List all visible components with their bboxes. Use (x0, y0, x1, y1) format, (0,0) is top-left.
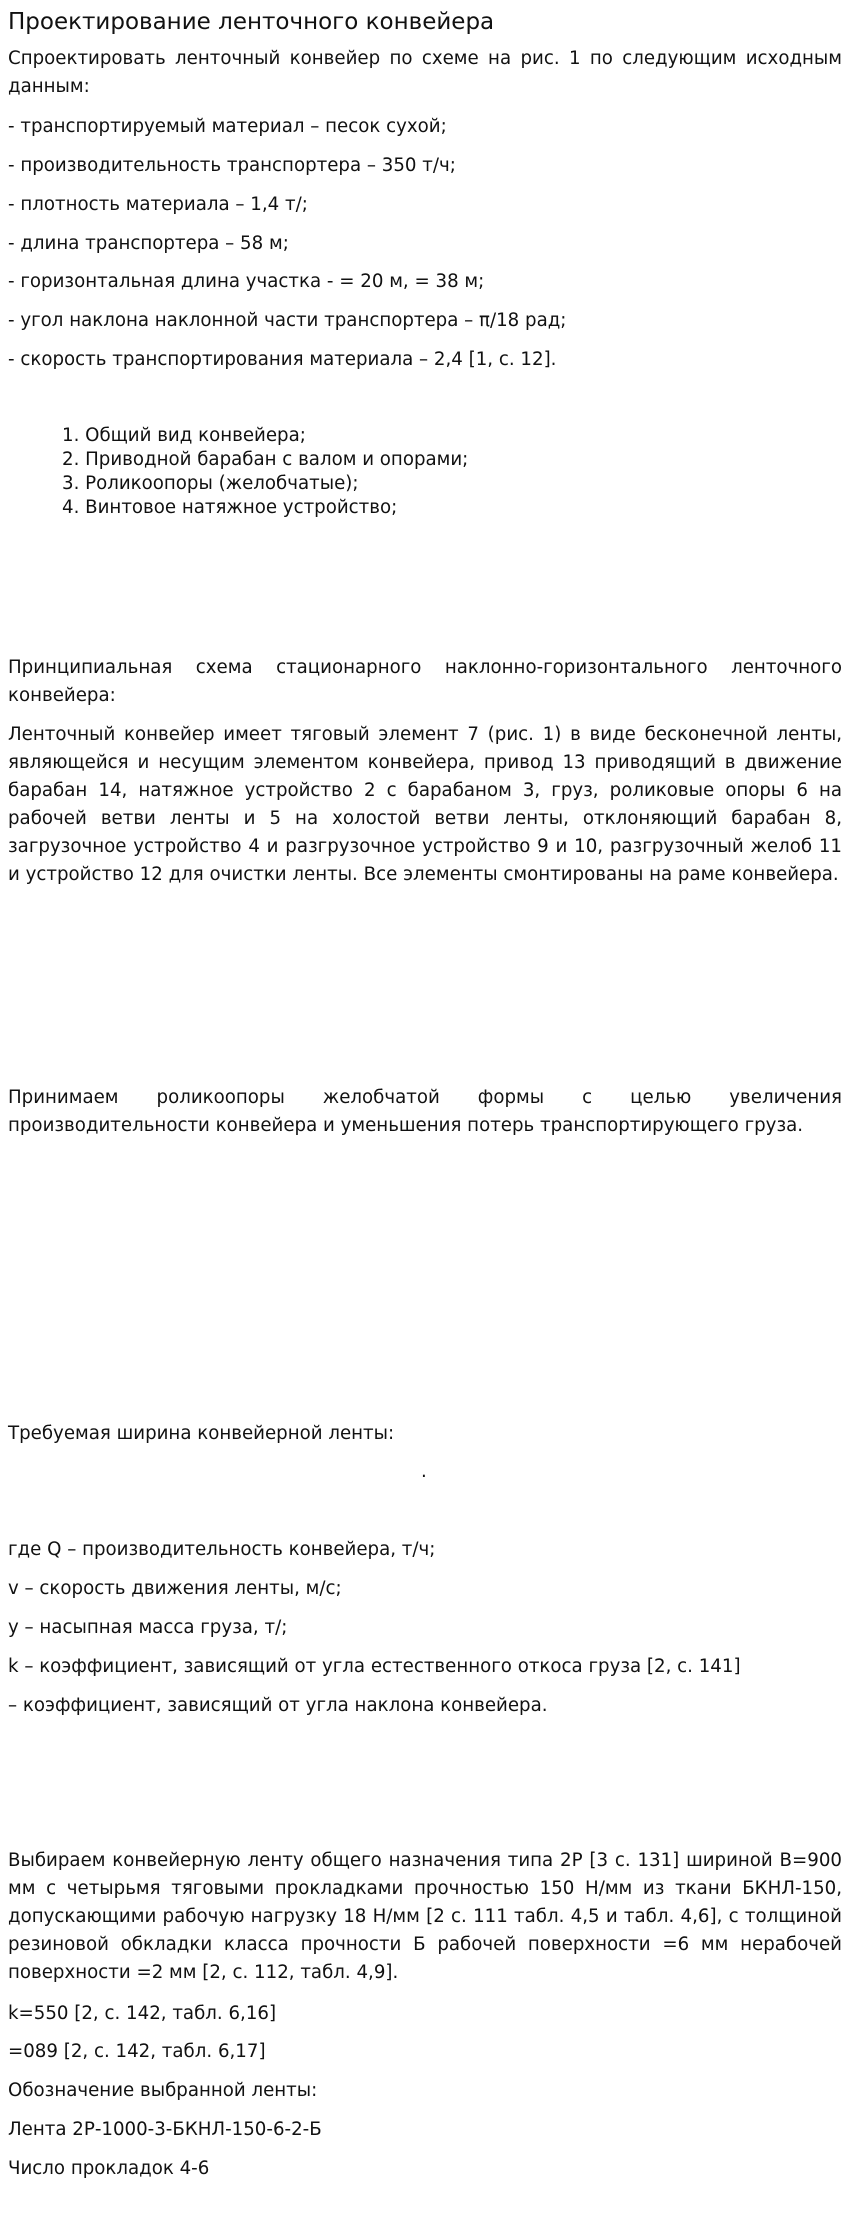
drawing-list-item: 2. Приводной барабан с валом и опорами; (62, 449, 469, 470)
where-incline-coefficient: – коэффициент, зависящий от угла наклона конвейера. (8, 1695, 548, 1716)
param-speed: - скорость транспортирования материала – 2,4 [1, с. 12]. (8, 349, 557, 370)
drawing-list-item: 1. Общий вид конвейера; (62, 425, 306, 446)
belt-width-heading: Требуемая ширина конвейерной ленты: (8, 1423, 395, 1444)
drawing-list-item: 4. Винтовое натяжное устройство; (62, 497, 398, 518)
intro-paragraph: Спроектировать ленточный конвейер по схеме на рис. 1 по следующим исходным данным: (8, 48, 842, 97)
param-density: - плотность материала – 1,4 т/; (8, 194, 308, 215)
belt-designation: Лента 2Р-1000-3-БКНЛ-150-6-2-Б (8, 2119, 322, 2140)
scheme-heading: Принципиальная схема стационарного наклонно-горизонтального ленточного конвейера: (8, 657, 842, 706)
rollers-paragraph: Принимаем роликоопоры желобчатой формы с целью увеличения производительности конвейера и уменьшения потерь транспортирующего груза. (8, 1087, 842, 1136)
belt-choice-paragraph: Выбираем конвейерную ленту общего назначения типа 2Р [3 с. 131] шириной В=900 мм с четырьмя тяговыми прокладками прочностью 150 Н/мм из ткани БКНЛ-150, допускающими рабочую нагрузку 18 Н/мм [2 с. 111 табл. 4,5 и табл. 4,6], с толщиной резиновой обкладки класса прочности Б рабочей поверхности =6 мм нерабочей поверхности =2 мм [2, с. 112, табл. 4,9]. (8, 1850, 842, 1983)
param-horizontal-length: - горизонтальная длина участка - = 20 м, = 38 м; (8, 271, 485, 292)
param-material: - транспортируемый материал – песок сухой; (8, 116, 447, 137)
where-capacity: где Q – производительность конвейера, т/ч; (8, 1539, 436, 1560)
page-title: Проектирование ленточного конвейера (8, 9, 495, 35)
where-speed: v – скорость движения ленты, м/с; (8, 1578, 342, 1599)
param-length: - длина транспортера – 58 м; (8, 233, 289, 254)
drawing-list-item: 3. Роликоопоры (желобчатые); (62, 473, 359, 494)
formula-placeholder: . (421, 1461, 427, 1482)
scheme-description: Ленточный конвейер имеет тяговый элемент 7 (рис. 1) в виде бесконечной ленты, являющейся и несущим элементом конвейера, привод 13 приводящий в движение барабан 14, натяжное устройство 2 с барабаном 3, груз, роликовые опоры 6 на рабочей ветви ленты и 5 на холостой ветви ленты, отклоняющий барабан 8, загрузочное устройство 4 и разгрузочное устройство 9 и 10, разгрузочный желоб 11 и устройство 12 для очистки ленты. Все элементы смонтированы на раме конвейера. (8, 724, 842, 885)
param-capacity: - производительность транспортера – 350 т/ч; (8, 155, 456, 176)
where-k-coefficient: k – коэффициент, зависящий от угла естественного откоса груза [2, с. 141] (8, 1656, 741, 1677)
param-incline-angle: - угол наклона наклонной части транспортера – π/18 рад; (8, 310, 567, 331)
k-value: k=550 [2, с. 142, табл. 6,16] (8, 2003, 277, 2024)
k2-value: =089 [2, с. 142, табл. 6,17] (8, 2041, 266, 2062)
designation-heading: Обозначение выбранной ленты: (8, 2080, 318, 2101)
ply-count: Число прокладок 4-6 (8, 2158, 210, 2179)
where-bulk-mass: у – насыпная масса груза, т/; (8, 1617, 288, 1638)
